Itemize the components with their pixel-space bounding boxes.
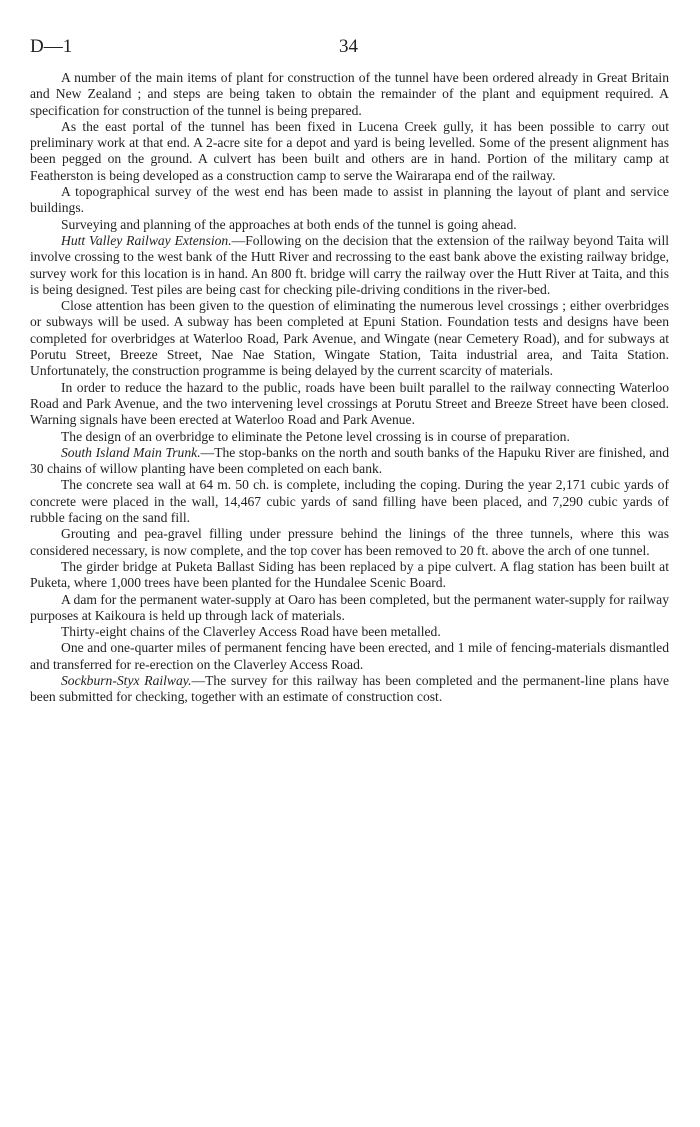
paragraph-south-island: South Island Main Trunk.—The stop-banks on the north and south banks of the Hapuku River are finished, and 30 chains of willow planting have been completed on each bank. bbox=[30, 444, 669, 477]
paragraph-topographical-survey: A topographical survey of the west end has been made to assist in planning the layout of plant and service buildings. bbox=[30, 184, 669, 216]
paragraph-level-crossings: Close attention has been given to the question of eliminating the numerous level crossings ; either overbridges or subways will be used. A subway has been completed at Epuni Station. Foundation tests and designs have been completed for overbridges at Waterloo Road, Park Avenue, and Wingate (near Cemetery Road), and for subways at Porutu Street, Breeze Street, Nae Nae Station, Wingate Station, Taita industrial area, and Taita Station. Unfortunately, the construction programme is being delayed by the current scarcity of materials. bbox=[30, 298, 669, 379]
paragraph-hutt-valley: Hutt Valley Railway Extension.—Following on the decision that the extension of the railway beyond Taita will involve crossing to the west bank of the Hutt River and recrossing to the east bank above the existing railway bridge, survey work for this location is in hand. An 800 ft. bridge will carry the railway over the Hutt River at Taita, and this is being designed. Test piles are being cast for checking pile-driving conditions in the river-bed. bbox=[30, 232, 669, 297]
body-text bbox=[30, 70, 669, 706]
paragraph-approaches: Surveying and planning of the approaches at both ends of the tunnel is going ahead. bbox=[61, 216, 517, 232]
page-header bbox=[30, 36, 670, 64]
paragraph-sockburn-styx: Sockburn-Styx Railway.—The survey for this railway has been completed and the permanent-line plans have been submitted for checking, together with an estimate of construction cost. bbox=[30, 672, 669, 705]
paragraph-road-hazard: In order to reduce the hazard to the public, roads have been built parallel to the railway connecting Waterloo Road and Park Avenue, and the two intervening level crossings at Porutu Street and Breeze Street have been closed. Warning signals have been erected at Waterloo Road and Park Avenue. bbox=[30, 379, 669, 428]
page-number: 34 bbox=[339, 36, 358, 57]
paragraph-fencing: One and one-quarter miles of permanent fencing have been erected, and 1 mile of fencing-materials dismantled and transferred for re-erection on the Claverley Access Road. bbox=[30, 640, 669, 672]
paragraph-water-supply: A dam for the permanent water-supply at Oaro has been completed, but the permanent water-supply for railway purposes at Kaikoura is held up through lack of materials. bbox=[30, 591, 669, 623]
paragraph-girder-bridge: The girder bridge at Puketa Ballast Siding has been replaced by a pipe culvert. A flag station has been built at Puketa, where 1,000 trees have been planted for the Hundalee Scenic Board. bbox=[30, 558, 669, 591]
paragraph-grouting: Grouting and pea-gravel filling under pressure behind the linings of the three tunnels, where this was considered necessary, is now complete, and the top cover has been removed to 20 ft. above the arch of one tunnel. bbox=[30, 526, 669, 558]
section-heading: South Island Main Trunk. bbox=[61, 444, 201, 460]
paragraph-tunnel-plant: A number of the main items of plant for construction of the tunnel have been ordered already in Great Britain and New Zealand ; and steps are being taken to obtain the remainder of the plant and equipment required. A specification for construction of the tunnel is being prepared. bbox=[30, 70, 669, 118]
document-reference: D—1 bbox=[30, 36, 73, 57]
section-heading: Sockburn-Styx Railway. bbox=[61, 672, 192, 688]
paragraph-sea-wall: The concrete sea wall at 64 m. 50 ch. is complete, including the coping. During the year 2,171 cubic yards of concrete were placed in the wall, 14,467 cubic yards of sand filling have been placed, and 7,290 cubic yards of rubble facing on the sand fill. bbox=[30, 477, 669, 526]
paragraph-access-road: Thirty-eight chains of the Claverley Access Road have been metalled. bbox=[61, 624, 441, 640]
paragraph-petone-overbridge: The design of an overbridge to eliminate the Petone level crossing is in course of preparation. bbox=[61, 428, 570, 444]
paragraph-east-portal: As the east portal of the tunnel has been fixed in Lucena Creek gully, it has been possible to carry out preliminary work at that end. A 2-acre site for a depot and yard is being levelled. Some of the present alignment has been pegged on the ground. A culvert has been built and others are in hand. Portion of the military camp at Featherston is being developed as a construction camp to serve the Wairarapa end of the railway. bbox=[30, 118, 669, 183]
section-heading: Hutt Valley Railway Extension. bbox=[61, 232, 232, 248]
